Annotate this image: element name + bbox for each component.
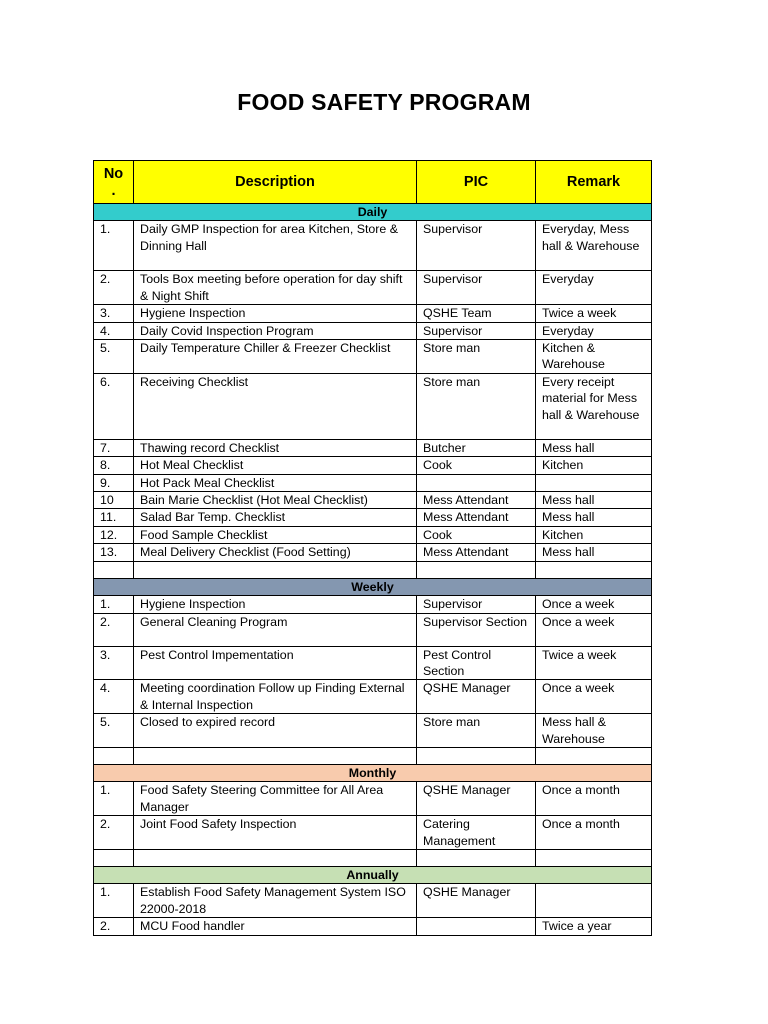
cell-pic: Store man <box>417 373 536 439</box>
cell-pic: QSHE Manager <box>417 782 536 816</box>
cell-no: 1. <box>94 884 134 918</box>
blank-row <box>94 747 652 764</box>
cell-description: Daily GMP Inspection for area Kitchen, Store & Dinning Hall <box>134 221 417 271</box>
table-row <box>94 373 652 439</box>
table-row <box>94 782 652 816</box>
cell-remark: Twice a year <box>536 918 652 935</box>
cell-no: 1. <box>94 782 134 816</box>
cell-description: Hot Pack Meal Checklist <box>134 474 417 491</box>
cell-no: 4. <box>94 322 134 339</box>
cell-pic: Store man <box>417 340 536 374</box>
table-row <box>94 474 652 491</box>
blank-cell <box>536 747 652 764</box>
table-header-row <box>94 161 652 204</box>
header-remark: Remark <box>536 161 652 204</box>
cell-remark: Once a week <box>536 596 652 613</box>
table-row <box>94 544 652 561</box>
cell-description: Food Safety Steering Committee for All Area Manager <box>134 782 417 816</box>
cell-pic <box>417 918 536 935</box>
cell-remark: Every receipt material for Mess hall & Warehouse <box>536 373 652 439</box>
table-row <box>94 509 652 526</box>
cell-description: Closed to expired record <box>134 714 417 748</box>
header-no <box>94 161 134 204</box>
section-label-weekly: Weekly <box>94 578 652 595</box>
section-label-monthly: Monthly <box>94 764 652 781</box>
cell-description: Thawing record Checklist <box>134 439 417 456</box>
table-row <box>94 884 652 918</box>
cell-pic: Supervisor <box>417 221 536 271</box>
table-row <box>94 646 652 680</box>
cell-no: 7. <box>94 439 134 456</box>
cell-pic: Cook <box>417 526 536 543</box>
header-no-label: No . <box>103 165 124 199</box>
cell-pic: QSHE Manager <box>417 884 536 918</box>
table-row <box>94 340 652 374</box>
blank-cell <box>417 747 536 764</box>
cell-no: 10 <box>94 492 134 509</box>
cell-pic: Mess Attendant <box>417 544 536 561</box>
blank-cell <box>417 849 536 866</box>
cell-remark: Kitchen & Warehouse <box>536 340 652 374</box>
table-row <box>94 492 652 509</box>
cell-description: Joint Food Safety Inspection <box>134 816 417 850</box>
cell-description: Salad Bar Temp. Checklist <box>134 509 417 526</box>
cell-no: 3. <box>94 646 134 680</box>
cell-no: 9. <box>94 474 134 491</box>
cell-description: Hygiene Inspection <box>134 596 417 613</box>
cell-remark <box>536 474 652 491</box>
cell-no: 12. <box>94 526 134 543</box>
cell-description: Daily Covid Inspection Program <box>134 322 417 339</box>
cell-remark: Mess hall <box>536 439 652 456</box>
blank-row <box>94 849 652 866</box>
blank-cell <box>134 747 417 764</box>
cell-pic: QSHE Manager <box>417 680 536 714</box>
blank-cell <box>134 561 417 578</box>
cell-description: Daily Temperature Chiller & Freezer Checklist <box>134 340 417 374</box>
table-row <box>94 271 652 305</box>
blank-cell <box>417 561 536 578</box>
blank-cell <box>94 849 134 866</box>
section-row-annually <box>94 866 652 883</box>
blank-cell <box>94 561 134 578</box>
blank-cell <box>94 747 134 764</box>
cell-remark <box>536 884 652 918</box>
cell-no: 2. <box>94 613 134 646</box>
cell-no: 1. <box>94 596 134 613</box>
cell-description: Meeting coordination Follow up Finding External & Internal Inspection <box>134 680 417 714</box>
cell-pic: Mess Attendant <box>417 509 536 526</box>
cell-pic: QSHE Team <box>417 305 536 322</box>
cell-remark: Once a week <box>536 613 652 646</box>
table-row <box>94 613 652 646</box>
cell-remark: Twice a week <box>536 305 652 322</box>
cell-pic: Store man <box>417 714 536 748</box>
cell-remark: Twice a week <box>536 646 652 680</box>
cell-pic <box>417 474 536 491</box>
cell-no: 2. <box>94 816 134 850</box>
table-row <box>94 680 652 714</box>
cell-description: Meal Delivery Checklist (Food Setting) <box>134 544 417 561</box>
cell-remark: Mess hall <box>536 544 652 561</box>
cell-pic: Catering Management <box>417 816 536 850</box>
header-pic: PIC <box>417 161 536 204</box>
table-row <box>94 305 652 322</box>
cell-description: Receiving Checklist <box>134 373 417 439</box>
table-row <box>94 221 652 271</box>
blank-row <box>94 561 652 578</box>
section-row-weekly <box>94 578 652 595</box>
cell-no: 13. <box>94 544 134 561</box>
cell-remark: Kitchen <box>536 457 652 474</box>
cell-no: 8. <box>94 457 134 474</box>
cell-remark: Mess hall & Warehouse <box>536 714 652 748</box>
cell-description: Hygiene Inspection <box>134 305 417 322</box>
cell-pic: Supervisor <box>417 271 536 305</box>
table-row <box>94 439 652 456</box>
cell-pic: Cook <box>417 457 536 474</box>
cell-remark: Everyday <box>536 322 652 339</box>
cell-remark: Everyday, Mess hall & Warehouse <box>536 221 652 271</box>
table-row <box>94 526 652 543</box>
header-description: Description <box>134 161 417 204</box>
cell-pic: Butcher <box>417 439 536 456</box>
cell-description: General Cleaning Program <box>134 613 417 646</box>
section-row-monthly <box>94 764 652 781</box>
table-body <box>94 204 652 936</box>
food-safety-table <box>93 160 652 936</box>
cell-description: Bain Marie Checklist (Hot Meal Checklist) <box>134 492 417 509</box>
section-label-daily: Daily <box>94 204 652 221</box>
cell-remark: Once a week <box>536 680 652 714</box>
cell-no: 6. <box>94 373 134 439</box>
cell-no: 4. <box>94 680 134 714</box>
document-title: FOOD SAFETY PROGRAM <box>237 89 531 115</box>
cell-remark: Once a month <box>536 782 652 816</box>
cell-no: 2. <box>94 271 134 305</box>
cell-pic: Supervisor <box>417 596 536 613</box>
cell-no: 5. <box>94 340 134 374</box>
cell-pic: Mess Attendant <box>417 492 536 509</box>
table-row <box>94 457 652 474</box>
cell-no: 2. <box>94 918 134 935</box>
table-row <box>94 596 652 613</box>
cell-description: Tools Box meeting before operation for day shift & Night Shift <box>134 271 417 305</box>
cell-remark: Kitchen <box>536 526 652 543</box>
cell-remark: Mess hall <box>536 509 652 526</box>
table-row <box>94 714 652 748</box>
table-row <box>94 322 652 339</box>
cell-description: Pest Control Impementation <box>134 646 417 680</box>
cell-pic: Pest Control Section <box>417 646 536 680</box>
cell-pic: Supervisor Section <box>417 613 536 646</box>
cell-no: 3. <box>94 305 134 322</box>
blank-cell <box>536 561 652 578</box>
cell-no: 1. <box>94 221 134 271</box>
cell-description: Food Sample Checklist <box>134 526 417 543</box>
cell-description: Hot Meal Checklist <box>134 457 417 474</box>
cell-no: 11. <box>94 509 134 526</box>
cell-remark: Everyday <box>536 271 652 305</box>
section-label-annually: Annually <box>94 866 652 883</box>
cell-pic: Supervisor <box>417 322 536 339</box>
table-row <box>94 816 652 850</box>
cell-description: Establish Food Safety Management System ISO 22000-2018 <box>134 884 417 918</box>
blank-cell <box>536 849 652 866</box>
table-row <box>94 918 652 935</box>
cell-description: MCU Food handler <box>134 918 417 935</box>
section-row-daily <box>94 204 652 221</box>
cell-remark: Mess hall <box>536 492 652 509</box>
blank-cell <box>134 849 417 866</box>
cell-no: 5. <box>94 714 134 748</box>
cell-remark: Once a month <box>536 816 652 850</box>
